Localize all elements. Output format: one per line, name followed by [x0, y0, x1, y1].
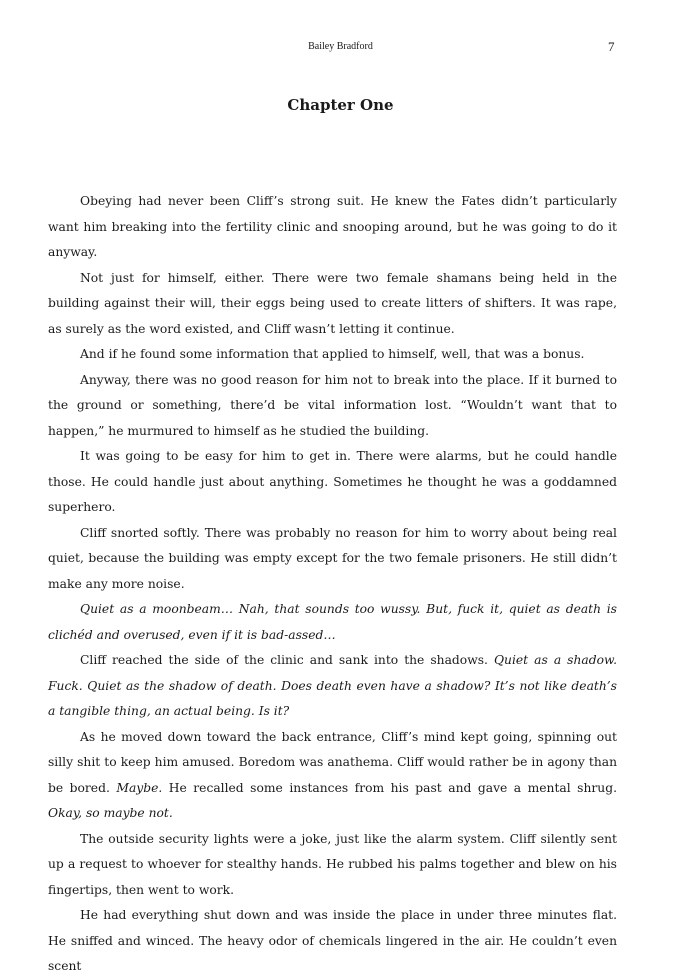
paragraph: [48, 648, 617, 725]
running-head-author: Bailey Bradford: [308, 41, 373, 52]
chapter-title: Chapter One: [287, 96, 394, 114]
italic-run: Maybe.: [116, 780, 163, 795]
text-run: Cliff reached the side of the clinic and sank into the shadows.: [80, 653, 494, 667]
text-run: He recalled some instances from his past and gave a mental shrug.: [162, 780, 617, 795]
italic-run: Quiet as a moonbeam… Nah, that sounds too wussy. But, fuck it, quiet as death is clichéd and overused, even if it is bad-assed…: [48, 602, 617, 642]
italic-run: Okay, so maybe not.: [48, 806, 173, 820]
paragraph: [48, 903, 617, 980]
paragraph: [48, 342, 617, 368]
text-run: And if he found some information that applied to himself, well, that was a bonus.: [80, 347, 585, 361]
text-run: Cliff snorted softly. There was probably no reason for him to worry about being real quiet, because the building was empty except for the two female prisoners. He still didn’t make any more noise.: [48, 525, 617, 591]
paragraph: [48, 597, 617, 648]
paragraph: [48, 266, 617, 343]
chapter-body: [48, 189, 617, 980]
paragraph: [48, 368, 617, 445]
italic-run: Quiet as a shadow. Fuck. Quiet as the shadow of death. Does death even have a shadow? It’s not like death’s a tangible thing, an actual being. Is it?: [48, 653, 617, 718]
text-run: It was going to be easy for him to get in. There were alarms, but he could handle those. He could handle just about anything. Sometimes he thought he was a goddamned superhero.: [48, 449, 617, 514]
text-run: Not just for himself, either. There were two female shamans being held in the building against their will, their eggs being used to create litters of shifters. It was rape, as surely as the word existed, and Cliff wasn’t letting it continue.: [48, 270, 617, 336]
paragraph: [48, 521, 617, 598]
text-run: The outside security lights were a joke, just like the alarm system. Cliff silently sent up a request to whoever for stealthy hands. He rubbed his palms together and blew on his fingertips, then went to work.: [48, 831, 617, 897]
paragraph: [48, 827, 617, 904]
paragraph: [48, 725, 617, 827]
text-run: Obeying had never been Cliff’s strong suit. He knew the Fates didn’t particularly want him breaking into the fertility clinic and snooping around, but he was going to do it anyway.: [48, 194, 617, 259]
paragraph: [48, 444, 617, 521]
paragraph: [48, 189, 617, 266]
text-run: As he moved down toward the back entrance, Cliff’s mind kept going, spinning out silly shit to keep him amused. Boredom was anathema. Cliff would rather be in agony than be bored.: [48, 729, 617, 795]
text-run: Anyway, there was no good reason for him not to break into the place. If it burned to the ground or something, there’d be vital information lost. “Wouldn’t want that to happen,” he murmured to himself as he studied the building.: [48, 372, 617, 438]
text-run: He had everything shut down and was inside the place in under three minutes flat. He sniffed and winced. The heavy odor of chemicals lingered in the air. He couldn’t even scent: [48, 908, 617, 973]
page-number: 7: [608, 39, 615, 54]
